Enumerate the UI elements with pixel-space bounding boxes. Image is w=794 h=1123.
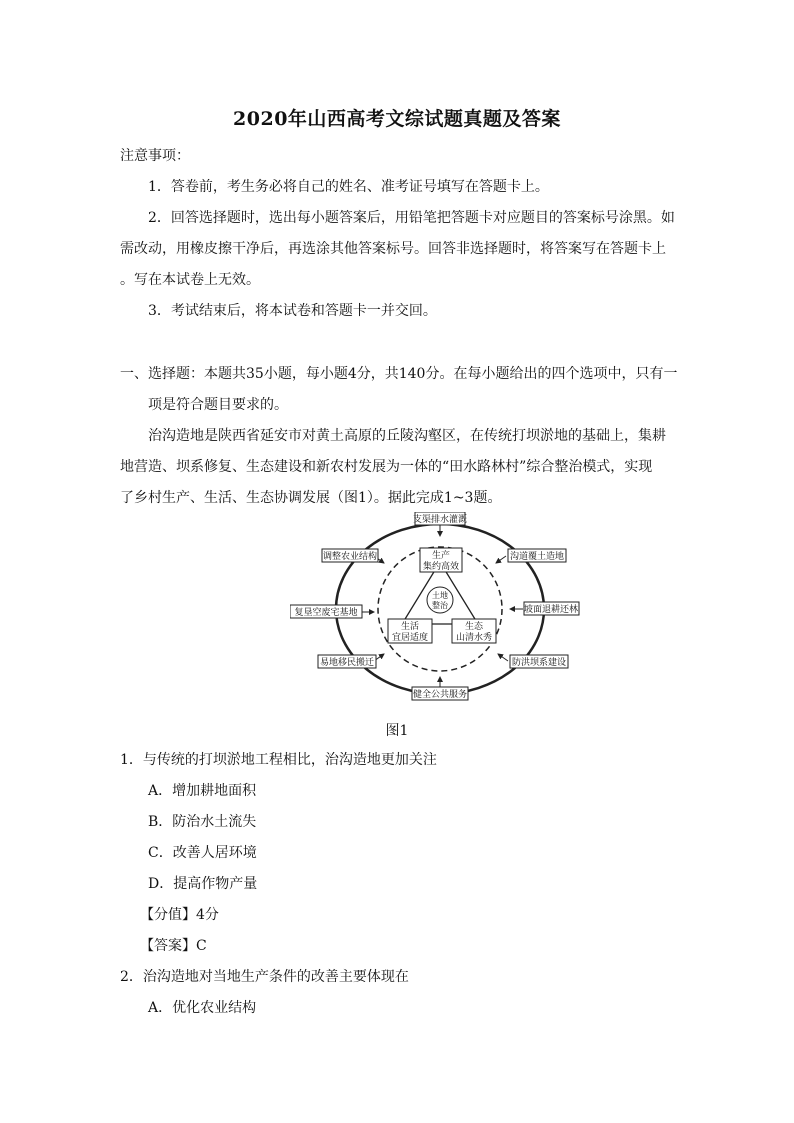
notice-heading: 注意事项： — [120, 148, 190, 164]
diagram-label-relocation: 易地移民搬迁 — [319, 658, 375, 668]
q1-option-d: D．提高作物产量 — [148, 876, 258, 892]
diagram-label-flood-dam: 防洪坝系建设 — [511, 658, 567, 668]
node-living-title: 生活 — [400, 622, 420, 632]
figure-caption: 图1 — [385, 723, 409, 739]
node-ecology-title: 生态 — [464, 622, 484, 632]
diagram-label-gully-land: 沟道覆土造地 — [509, 552, 565, 562]
q1-answer: 【答案】C — [140, 938, 207, 954]
passage-line-3: 了乡村生产、生活、生态协调发展（图1）。据此完成1~3题。 — [120, 490, 502, 506]
section-heading: 一、选择题：本题共35小题，每小题4分，共140分。在每小题给出的四个选项中，只有一 — [120, 366, 678, 382]
node-production-sub: 集约高效 — [422, 562, 460, 572]
q1-option-b: B．防治水土流失 — [148, 814, 257, 830]
node-production-title: 生产 — [431, 551, 451, 561]
passage-line-2: 地营造、坝系修复、生态建设和新农村发展为一体的“田水路林村”综合整治模式，实现 — [120, 459, 653, 475]
notice-item-2-cont: 需改动，用橡皮擦干净后，再选涂其他答案标号。回答非选择题时，将答案写在答题卡上 — [120, 241, 666, 257]
diagram-label-reforest: 坡面退耕还林 — [523, 605, 579, 615]
diagram-label-irrigation: 支渠排水灌溉 — [412, 515, 468, 525]
passage-line-1: 治沟造地是陕西省延安市对黄土高原的丘陵沟壑区，在传统打坝淤地的基础上，集耕 — [148, 428, 666, 444]
notice-item-3: 3．考试结束后，将本试卷和答题卡一并交回。 — [148, 303, 437, 319]
q1-stem: 1．与传统的打坝淤地工程相比，治沟造地更加关注 — [120, 752, 437, 768]
q1-score: 【分值】4分 — [140, 907, 219, 923]
diagram-label-public-service: 健全公共服务 — [412, 690, 468, 700]
node-living-sub: 宜居适度 — [391, 633, 429, 643]
notice-item-1: 1．答卷前，考生务必将自己的姓名、准考证号填写在答题卡上。 — [148, 179, 549, 195]
diagram-label-homestead: 复垦空废宅基地 — [294, 608, 358, 618]
q2-stem: 2．治沟造地对当地生产条件的改善主要体现在 — [120, 969, 409, 985]
diagram-label-agri-structure: 调整农业结构 — [322, 552, 378, 562]
center-land-title: 土地 — [432, 591, 448, 600]
q1-option-a: A．增加耕地面积 — [148, 783, 257, 799]
notice-item-2-end: 。写在本试卷上无效。 — [120, 272, 260, 288]
page-title: 2020年山西高考文综试题真题及答案 — [233, 108, 561, 130]
section-heading-cont: 项是符合题目要求的。 — [148, 397, 288, 413]
q1-option-c: C．改善人居环境 — [148, 845, 257, 861]
center-land-sub: 整治 — [432, 601, 448, 610]
figure-1-diagram — [290, 512, 580, 708]
node-ecology-sub: 山清水秀 — [455, 633, 493, 643]
q2-option-a: A．优化农业结构 — [148, 1000, 257, 1016]
notice-item-2: 2．回答选择题时，选出每小题答案后，用铅笔把答题卡对应题目的答案标号涂黑。如 — [148, 210, 675, 226]
